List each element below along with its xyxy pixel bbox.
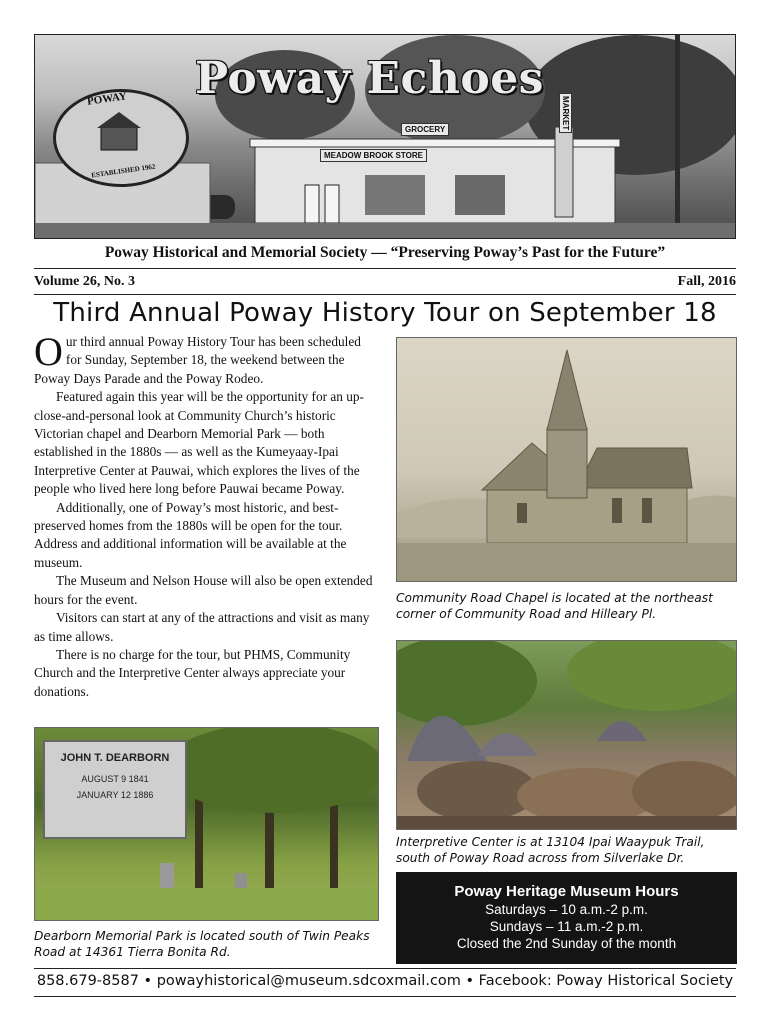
article-body <box>34 329 379 701</box>
museum-hours-title: Poway Heritage Museum Hours <box>454 883 679 900</box>
store-sign: MEADOW BROOK STORE <box>320 149 427 162</box>
chapel-photo <box>396 337 737 582</box>
chapel-illustration <box>397 338 737 582</box>
dearborn-park-caption: Dearborn Memorial Park is located south of Twin Peaks Road at 14361 Tierra Bonita Rd. <box>34 929 370 959</box>
masthead-photo <box>34 34 736 239</box>
market-sign: MARKET <box>559 93 572 133</box>
paragraph-text: ur third annual Poway History Tour has been scheduled for Sunday, September 18, the weekend between the Poway Days Parade and the Poway Rodeo. <box>34 334 361 386</box>
seal-house-icon <box>56 92 180 178</box>
divider <box>34 996 736 997</box>
article-paragraph: Visitors can start at any of the attractions and visit as many as time allows. <box>34 610 370 644</box>
interpretive-center-photo <box>396 640 737 830</box>
headstone-birth: AUGUST 9 1841 <box>81 774 149 784</box>
seal-subtext: ESTABLISHED 1962 <box>90 162 156 180</box>
divider <box>34 294 736 295</box>
center-illustration <box>397 641 737 830</box>
museum-hours-box <box>396 872 737 964</box>
masthead-title: Poway Echoes <box>195 53 544 104</box>
gas-pump <box>305 185 319 223</box>
gas-pump <box>325 185 339 223</box>
article-paragraph: There is no charge for the tour, but PHMS, Community Church and the Interpretive Center always appreciate your donations. <box>34 646 351 699</box>
closed-note: Closed the 2nd Sunday of the month <box>456 936 677 951</box>
store-door <box>455 175 505 215</box>
article-paragraph: The Museum and Nelson House will also be open extended hours for the event. <box>34 573 373 607</box>
interpretive-center-caption: Interpretive Center is at 13104 Ipai Waaypuk Trail, south of Poway Road across from Silverlake Dr. <box>396 835 705 865</box>
article-paragraph: Additionally, one of Poway’s most historic, and best-preserved homes from the 1880s will be open for the tour. Address and additional information will be available at the museum. <box>34 499 347 570</box>
sunday-hours: Sundays – 11 a.m.-2 p.m. <box>489 919 644 934</box>
headstone-death: JANUARY 12 1886 <box>76 790 154 800</box>
society-tagline: Poway Historical and Memorial Society — “Preserving Poway’s Past for the Future” <box>104 244 666 261</box>
article-paragraph <box>34 329 379 388</box>
article-paragraph: Featured again this year will be the opportunity for an up-close-and-personal look at Community Church’s historic Victorian chapel and Dearborn Memorial Park — both established in the 1880s — as well as the Kumeyaay-Ipai Interpretive Center at Pauwai, which explores the lives of the people who lived here long before Pauwai became Poway. <box>34 389 364 497</box>
pole <box>675 35 680 225</box>
dearborn-park-photo <box>34 727 379 921</box>
volume-number: Volume 26, No. 3 <box>34 274 135 289</box>
grocery-sign: GROCERY <box>401 123 449 136</box>
seal-label: POWAY <box>86 90 128 108</box>
store-window <box>365 175 425 215</box>
contact-footer: 858.679-8587 • powayhistorical@museum.sdcoxmail.com • Facebook: Poway Historical Society <box>36 973 734 989</box>
drop-cap: O <box>34 329 63 374</box>
issue-season: Fall, 2016 <box>677 274 736 289</box>
divider <box>34 268 736 269</box>
chapel-caption: Community Road Chapel is located at the northeast corner of Community Road and Hilleary Pl. <box>396 591 713 621</box>
divider <box>34 968 736 969</box>
issue-info-row <box>34 274 736 290</box>
saturday-hours: Saturdays – 10 a.m.-2 p.m. <box>485 902 648 917</box>
ground <box>35 223 736 239</box>
headline: Third Annual Poway History Tour on September 18 <box>53 298 717 328</box>
headstone-name: JOHN T. DEARBORN <box>60 752 170 764</box>
market-tower <box>555 127 573 217</box>
headstone <box>43 740 187 839</box>
